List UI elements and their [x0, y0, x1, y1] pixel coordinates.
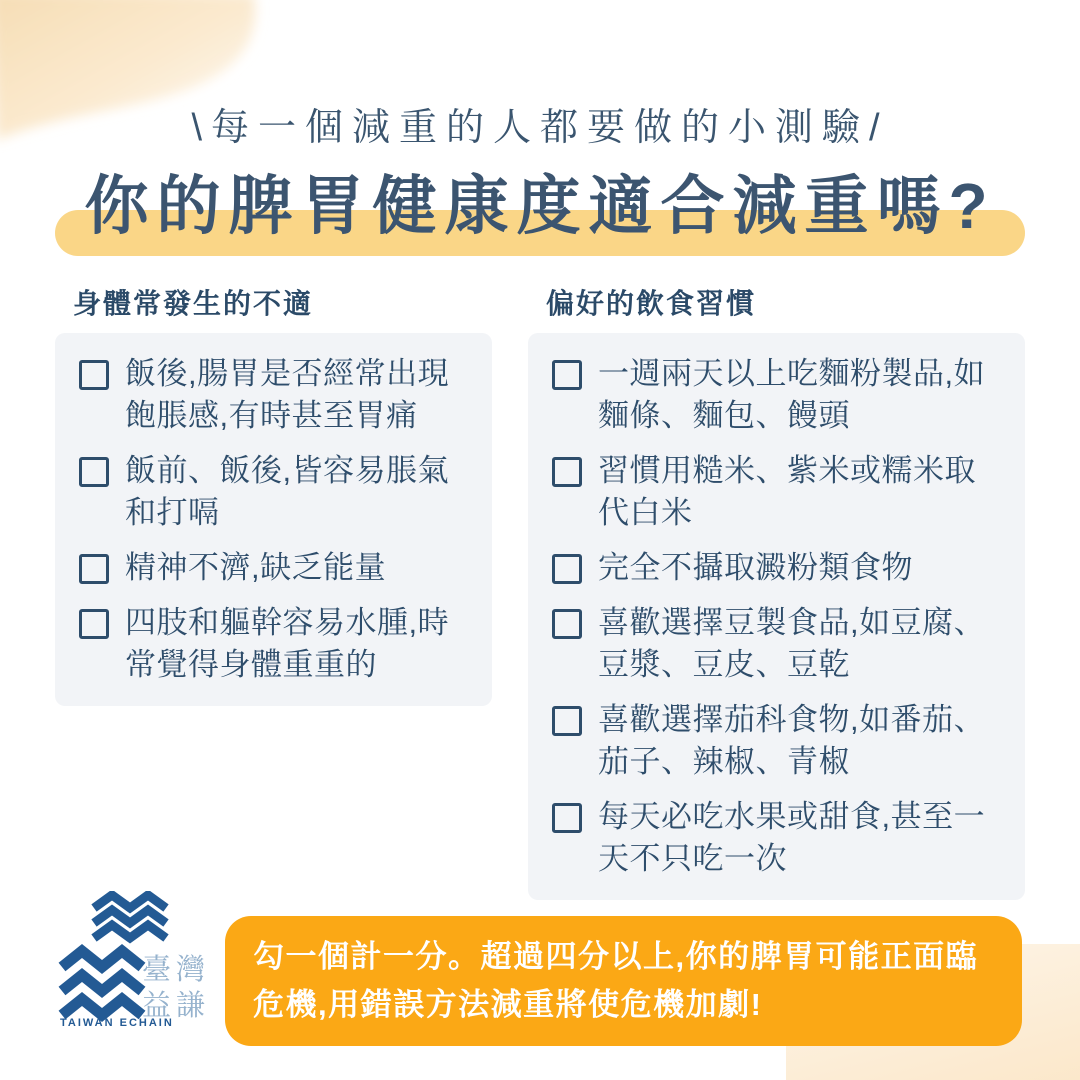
checkbox-icon[interactable] [552, 457, 582, 487]
logo-wordmark-en: TAIWAN ECHAIN [60, 1017, 174, 1029]
checkbox-icon[interactable] [552, 609, 582, 639]
scoring-banner-text: 勾一個計一分。超過四分以上,你的脾胃可能正面臨危機,用錯誤方法減重將使危機加劇! [253, 939, 979, 1022]
checklist-item [552, 796, 1001, 880]
checkbox-icon[interactable] [552, 706, 582, 736]
checklist-item-text: 喜歡選擇豆製食品,如豆腐、豆漿、豆皮、豆乾 [598, 605, 986, 682]
checklist-item [79, 547, 468, 589]
checklist-item [79, 450, 468, 534]
logo-wordmark-zh [142, 952, 210, 1024]
logo-wordmark-zh-row2: 益謙 [142, 990, 211, 1022]
subtitle: \每一個減重的人都要做的小測驗/ [191, 107, 889, 149]
scoring-banner [225, 916, 1022, 1046]
checklist-item [552, 699, 1001, 783]
column-diet-habits [528, 287, 1025, 900]
checklist-item-text: 四肢和軀幹容易水腫,時常覺得身體重重的 [125, 605, 450, 682]
checklist-item-text: 每天必吃水果或甜食,甚至一天不只吃一次 [598, 799, 986, 876]
column-body-symptoms [55, 287, 492, 900]
checklist-item-text: 飯前、飯後,皆容易脹氣和打嗝 [125, 453, 450, 530]
column-heading-symptoms: 身體常發生的不適 [73, 288, 314, 319]
checklist-item-text: 飯後,腸胃是否經常出現飽脹感,有時甚至胃痛 [125, 356, 450, 433]
checklist-columns [55, 287, 1025, 900]
checklist-item [552, 450, 1001, 534]
page-title: 你的脾胃健康度適合減重嗎? [84, 170, 996, 242]
checklist-item-text: 一週兩天以上吃麵粉製品,如麵條、麵包、饅頭 [598, 356, 986, 433]
column-heading-diet: 偏好的飲食習慣 [546, 288, 757, 319]
checklist-item-text: 完全不攝取澱粉類食物 [598, 550, 913, 585]
checkbox-icon[interactable] [79, 457, 109, 487]
checkbox-icon[interactable] [552, 360, 582, 390]
checklist-card-diet [528, 333, 1025, 900]
checklist-item [552, 547, 1001, 589]
checkbox-icon[interactable] [79, 554, 109, 584]
checklist-item [552, 353, 1001, 437]
checklist-item-text: 習慣用糙米、紫米或糯米取代白米 [598, 453, 976, 530]
checklist-item [79, 353, 468, 437]
checkbox-icon[interactable] [79, 609, 109, 639]
checklist-item-text: 喜歡選擇茄科食物,如番茄、茄子、辣椒、青椒 [598, 702, 986, 779]
title-block [55, 156, 1025, 256]
checkbox-icon[interactable] [552, 803, 582, 833]
checkbox-icon[interactable] [79, 360, 109, 390]
logo-wordmark-zh-row1: 臺灣 [142, 954, 211, 986]
checkbox-icon[interactable] [552, 554, 582, 584]
checklist-item-text: 精神不濟,缺乏能量 [125, 550, 387, 585]
checklist-item [552, 602, 1001, 686]
checklist-item [79, 602, 468, 686]
checklist-card-symptoms [55, 333, 492, 706]
